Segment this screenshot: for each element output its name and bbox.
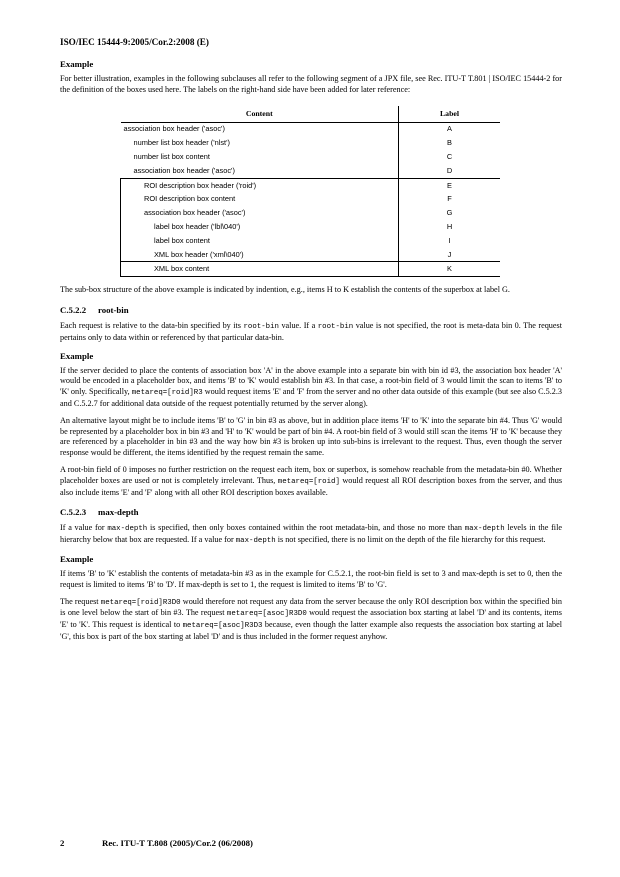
box-label-cell: F: [399, 193, 501, 207]
table-row: [121, 193, 501, 207]
box-content-cell: XML box content: [121, 262, 399, 277]
table-row: [121, 164, 501, 178]
box-content-cell: XML box header ('xml\040'): [121, 248, 399, 262]
max-depth-example-paragraph-2: The request metareq=[roid]R3D0 would therefore not request any data from the server because the only ROI description box within the specified bin is one level below the start of bin #3. The request metareq=[asoc]R3D0 would request the association box starting at label 'D' and its contents, items 'E' to 'K'. This request is identical to metareq=[asoc]R3D3 because, even though the latter example also requests the association box starting at label 'G', this box is part of the box starting at label 'D' and is thus included in the former request anyhow.: [60, 596, 562, 641]
box-content-cell: association box header ('asoc'): [133, 165, 235, 175]
box-label-cell: E: [399, 178, 501, 192]
table-row: [121, 150, 501, 164]
box-label-cell: D: [399, 164, 501, 178]
section-number: C.5.2.2: [60, 304, 87, 315]
table-row: [121, 220, 501, 234]
document-header: ISO/IEC 15444-9:2005/Cor.2:2008 (E): [60, 37, 209, 47]
example-heading: Example: [60, 350, 94, 361]
table-row: [121, 262, 501, 277]
table-row: [121, 178, 501, 192]
max-depth-example-paragraph-1: If items 'B' to 'K' establish the contents of metadata-bin #3 as in the example for C.5.2.1, the root-bin field is set to 3 and max-depth is set to 0, then the request is limited to items 'B' to 'D'. If max-depth is set to 1, the request is limited to items 'B' to 'G'.: [60, 568, 562, 589]
box-content-cell: label box content: [121, 234, 399, 248]
example-heading: Example: [60, 553, 94, 564]
column-header-label: Label: [399, 106, 501, 123]
box-content-cell: association box header ('asoc'): [121, 206, 399, 220]
table-row: [121, 234, 501, 248]
example-heading: Example: [60, 59, 94, 69]
section-title: root-bin: [98, 304, 129, 315]
section-heading-root-bin: [60, 304, 562, 316]
box-content-cell: ROI description box content: [121, 193, 399, 207]
box-content-cell: number list box header ('nlst'): [133, 138, 230, 148]
section-number: C.5.2.3: [60, 507, 87, 518]
box-label-cell: I: [399, 234, 501, 248]
section-title: max-depth: [98, 507, 139, 518]
section-heading-max-depth: [60, 506, 562, 518]
footer-citation: Rec. ITU-T T.808 (2005)/Cor.2 (06/2008): [102, 838, 253, 848]
document-page: [60, 36, 562, 649]
box-content-cell: ROI description box header ('roid'): [121, 178, 399, 192]
root-bin-example-paragraph-1: If the server decided to place the contents of association box 'A' in the above example into a separate bin with bin id #3, the association box header 'A' would be encoded in a placeholder box, and items 'B' to 'K' would establish bin #3. In that case, a root-bin field of 3 would limit the scan to items 'B' to 'K' only. Specifically, metareq=[roid]R3 would request items 'E' and 'F' from the server and no other data outside of this example (but see also C.5.2.3 and C.5.2.7 for additional data outside of the request potentially returned by the server along).: [60, 365, 562, 408]
column-header-content: Content: [121, 106, 399, 123]
page-footer: [60, 838, 253, 848]
box-content-cell: association box header ('asoc'): [123, 124, 225, 134]
box-label-cell: H: [399, 220, 501, 234]
box-label-cell: J: [399, 248, 501, 262]
table-row: [121, 122, 501, 136]
root-bin-example-paragraph-2: An alternative layout might be to include items 'B' to 'G' in bin #3 as above, but in addition place items 'H' to 'K' into the separate bin #4. Thus 'G' would be represented by a placeholder box in bin #3 and 'H' to 'K' would be part of bin #4. A root-bin field of 3 would still scan the items 'H' to 'K' because they are referenced by a placeholder in bin #3 and the way how bin #3 is broken up into sub-bins is irrelevant to the request. Thus, even though the server response would be different, the items identified by the request remain the same.: [60, 415, 562, 458]
root-bin-paragraph: Each request is relative to the data-bin specified by its root-bin value. If a root-bin value is not specified, the root is meta-data bin 0. The request pertains only to data within or referenced by that particular data-bin.: [60, 320, 562, 342]
box-content-cell: label box header ('lbl\040'): [121, 220, 399, 234]
table-row: [121, 136, 501, 150]
box-label-cell: C: [399, 150, 501, 164]
table-row: [121, 206, 501, 220]
box-label-cell: G: [399, 206, 501, 220]
box-label-cell: A: [399, 122, 501, 136]
table-row: [121, 248, 501, 262]
box-content-cell: number list box content: [133, 152, 210, 162]
table-explanation-paragraph: The sub-box structure of the above example is indicated by indention, e.g., items H to K establish the contents of the superbox at label G.: [60, 285, 510, 295]
root-bin-example-paragraph-3: A root-bin field of 0 imposes no further restriction on the request each item, box or superbox, is somehow reachable from the metadata-bin #0. Whether placeholder boxes are used or not is completely irrelevant. Thus, metareq=[roid] would request all ROI description boxes from the server, and thus also include items 'E' and 'F' along with all other ROI description boxes available.: [60, 464, 562, 497]
jpx-box-table: [120, 106, 500, 278]
example-intro-paragraph: For better illustration, examples in the following subclauses all refer to the following segment of a JPX file, see Rec. ITU-T T.801 | ISO/IEC 15444-2 for the definition of the boxes used here. The labels on the right-hand side have been added for later reference:: [60, 74, 562, 94]
box-label-cell: K: [399, 262, 501, 277]
max-depth-paragraph: If a value for max-depth is specified, then only boxes contained within the root metadata-bin, and those no more than max-depth levels in the file hierarchy below that box are requested. If a value for max-depth is not specified, there is no limit on the depth of the file hierarchy for this request.: [60, 523, 562, 546]
box-label-cell: B: [399, 136, 501, 150]
page-number: 2: [60, 838, 65, 848]
